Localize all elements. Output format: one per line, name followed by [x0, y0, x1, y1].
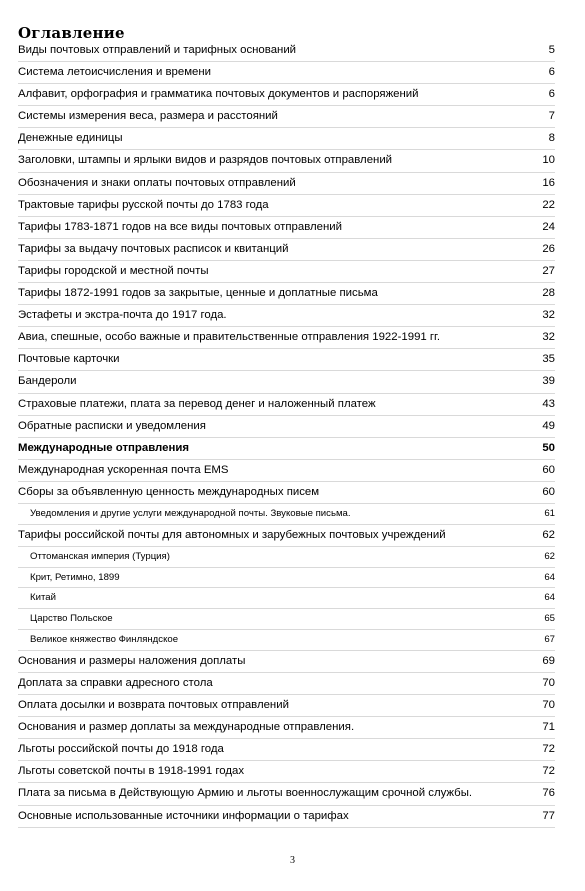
toc-entry-label: Тарифы за выдачу почтовых расписок и квитанций [18, 242, 289, 255]
toc-entry-page: 72 [542, 765, 555, 778]
toc-entry-label: Системы измерения веса, размера и расстояний [18, 110, 278, 123]
toc-entry-page: 16 [542, 176, 555, 189]
toc-entry[interactable] [18, 717, 555, 739]
toc-entry-page: 50 [542, 441, 555, 454]
toc-entry[interactable] [18, 283, 555, 305]
toc-entry-label: Плата за письма в Действующую Армию и льготы военнослужащим срочной службы. [18, 787, 473, 800]
toc-entry-page: 65 [544, 613, 555, 625]
toc-entry-page: 7 [548, 110, 555, 123]
toc-entry[interactable] [18, 62, 555, 84]
toc-entry-label: Авиа, спешные, особо важные и правительственные отправления 1922-1991 гг. [18, 331, 440, 344]
toc-entry[interactable] [18, 673, 555, 695]
toc-entry-page: 6 [548, 88, 555, 101]
toc-entry-label: Тарифы 1783-1871 годов на все виды почтовых отправлений [18, 220, 342, 233]
toc-entry-label: Тарифы 1872-1991 годов за закрытые, ценные и доплатные письма [18, 287, 378, 300]
toc-entry-page: 69 [542, 654, 555, 667]
toc-entry[interactable] [18, 349, 555, 371]
toc-entry-page: 35 [542, 353, 555, 366]
toc-entry-label: Международная ускоренная почта EMS [18, 463, 229, 476]
toc-entry[interactable] [18, 630, 555, 651]
toc-entry-page: 61 [544, 507, 555, 519]
toc-list [18, 40, 555, 828]
toc-entry[interactable] [18, 305, 555, 327]
toc-entry-label: Страховые платежи, плата за перевод денег и наложенный платеж [18, 397, 376, 410]
toc-entry[interactable] [18, 195, 555, 217]
toc-entry-page: 71 [542, 721, 555, 734]
toc-entry[interactable] [18, 40, 555, 62]
toc-entry[interactable] [18, 609, 555, 630]
toc-entry-label: Доплата за справки адресного стола [18, 676, 213, 689]
toc-entry-label: Трактовые тарифы русской почты до 1783 года [18, 198, 269, 211]
toc-entry-page: 76 [542, 787, 555, 800]
toc-entry-label: Великое княжество Финляндское [30, 634, 179, 646]
toc-entry-label: Уведомления и другие услуги международной почты. Звуковые письма. [30, 507, 351, 519]
toc-entry-page: 28 [542, 287, 555, 300]
toc-entry-page: 60 [542, 463, 555, 476]
toc-entry-page: 70 [542, 676, 555, 689]
toc-entry-page: 70 [542, 699, 555, 712]
toc-entry-page: 77 [542, 809, 555, 822]
toc-entry-page: 24 [542, 220, 555, 233]
toc-entry[interactable] [18, 371, 555, 393]
toc-entry-page: 60 [542, 485, 555, 498]
toc-entry-page: 67 [544, 634, 555, 646]
toc-entry-label: Царство Польское [30, 613, 113, 625]
toc-entry[interactable] [18, 438, 555, 460]
toc-entry[interactable] [18, 547, 555, 568]
toc-entry-page: 39 [542, 375, 555, 388]
toc-entry-label: Тарифы российской почты для автономных и зарубежных почтовых учреждений [18, 528, 446, 541]
toc-entry-label: Крит, Ретимно, 1899 [30, 571, 120, 583]
toc-entry-label: Виды почтовых отправлений и тарифных оснований [18, 44, 297, 56]
toc-entry[interactable] [18, 568, 555, 589]
toc-entry-page: 27 [542, 264, 555, 277]
toc-entry[interactable] [18, 173, 555, 195]
toc-entry-label: Эстафеты и экстра-почта до 1917 года. [18, 309, 227, 322]
toc-entry[interactable] [18, 651, 555, 673]
toc-entry-label: Международные отправления [18, 441, 189, 454]
toc-entry[interactable] [18, 327, 555, 349]
toc-entry-label: Основания и размер доплаты за международные отправления. [18, 721, 355, 734]
page-number: 3 [290, 855, 295, 866]
toc-entry-page: 22 [542, 198, 555, 211]
toc-entry-page: 62 [542, 528, 555, 541]
toc-entry-label: Китай [30, 592, 56, 604]
toc-entry-label: Основные использованные источники информации о тарифах [18, 809, 349, 822]
toc-entry-page: 64 [544, 592, 555, 604]
toc-entry[interactable] [18, 261, 555, 283]
toc-entry[interactable] [18, 394, 555, 416]
toc-entry[interactable] [18, 739, 555, 761]
toc-entry[interactable] [18, 695, 555, 717]
toc-entry-label: Основания и размеры наложения доплаты [18, 654, 246, 667]
toc-entry-page: 6 [548, 66, 555, 79]
toc-entry-label: Обратные расписки и уведомления [18, 419, 206, 432]
toc-entry-page: 43 [542, 397, 555, 410]
toc-entry[interactable] [18, 806, 555, 828]
toc-entry[interactable] [18, 482, 555, 504]
toc-entry[interactable] [18, 106, 555, 128]
toc-entry-label: Льготы советской почты в 1918-1991 годах [18, 765, 245, 778]
toc-entry-page: 32 [542, 331, 555, 344]
toc-entry-label: Система летоисчисления и времени [18, 66, 212, 79]
toc-entry-label: Льготы российской почты до 1918 года [18, 743, 224, 756]
toc-entry-label: Тарифы городской и местной почты [18, 264, 209, 277]
toc-entry-page: 64 [544, 571, 555, 583]
toc-entry[interactable] [18, 460, 555, 482]
toc-entry-label: Алфавит, орфография и грамматика почтовых документов и распоряжений [18, 88, 419, 101]
toc-entry[interactable] [18, 588, 555, 609]
toc-entry[interactable] [18, 128, 555, 150]
toc-entry-label: Денежные единицы [18, 132, 123, 145]
toc-entry-label: Оплата досылки и возврата почтовых отправлений [18, 699, 289, 712]
toc-entry-label: Заголовки, штампы и ярлыки видов и разрядов почтовых отправлений [18, 154, 393, 167]
toc-entry-page: 10 [542, 154, 555, 167]
toc-entry-label: Сборы за объявленную ценность международных писем [18, 485, 320, 498]
toc-entry-label: Оттоманская империя (Турция) [30, 550, 170, 562]
toc-entry[interactable] [18, 416, 555, 438]
toc-entry-page: 8 [548, 132, 555, 145]
toc-entry-page: 62 [544, 550, 555, 562]
toc-entry[interactable] [18, 761, 555, 783]
toc-entry-label: Обозначения и знаки оплаты почтовых отправлений [18, 176, 296, 189]
toc-entry-page: 72 [542, 743, 555, 756]
toc-entry[interactable] [18, 783, 555, 805]
toc-entry[interactable] [18, 504, 555, 525]
toc-entry-label: Почтовые карточки [18, 353, 120, 366]
toc-entry-page: 5 [548, 44, 555, 56]
toc-entry[interactable] [18, 239, 555, 261]
toc-entry[interactable] [18, 84, 555, 106]
toc-entry[interactable] [18, 525, 555, 547]
toc-entry-page: 49 [542, 419, 555, 432]
toc-title: Оглавление [18, 24, 125, 42]
toc-entry-page: 32 [542, 309, 555, 322]
toc-entry[interactable] [18, 150, 555, 172]
toc-entry[interactable] [18, 217, 555, 239]
toc-entry-label: Бандероли [18, 375, 77, 388]
toc-entry-page: 26 [542, 242, 555, 255]
